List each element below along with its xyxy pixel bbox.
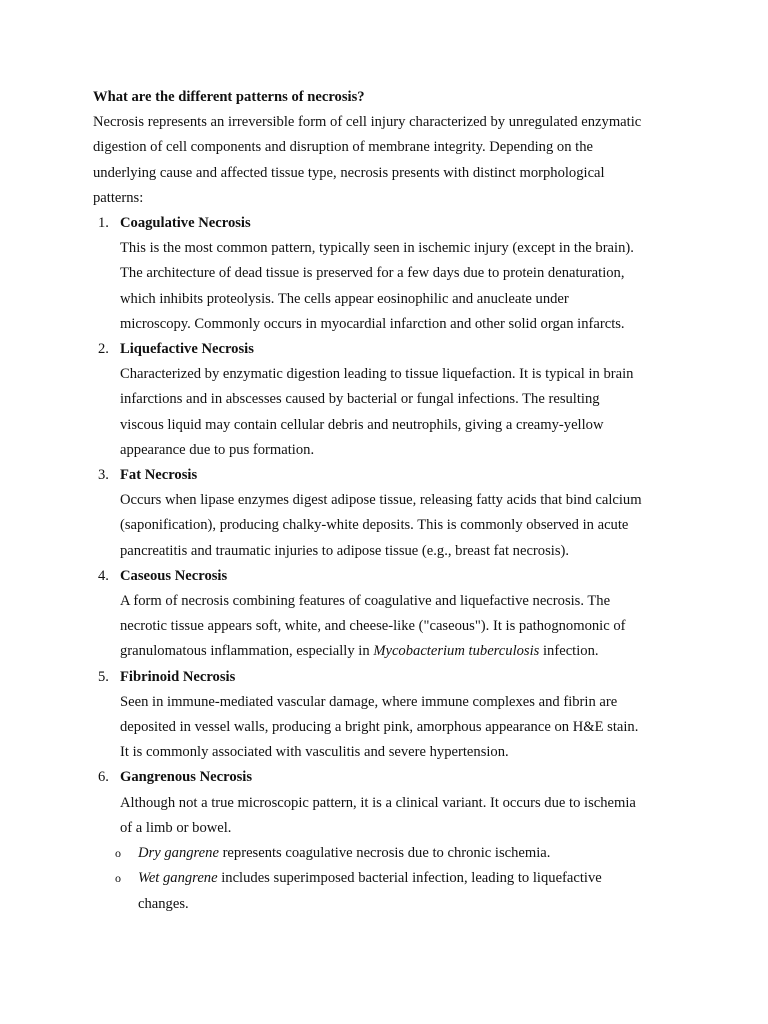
item-text-line: appearance due to pus formation.: [120, 441, 315, 458]
item-text-line: The architecture of dead tissue is preserved for a few days due to protein denaturation,: [120, 265, 625, 282]
item-title: Fibrinoid Necrosis: [120, 668, 236, 685]
intro-line: patterns:: [93, 189, 144, 206]
list-item-fat: [93, 463, 683, 564]
list-number: 2.: [98, 341, 109, 358]
item-text-line: Although not a true microscopic pattern, it is a clinical variant. It occurs due to ischemia: [120, 794, 636, 811]
intro-line: underlying cause and affected tissue type, necrosis presents with distinct morphological: [93, 164, 605, 181]
item-text-line: of a limb or bowel.: [120, 819, 232, 836]
item-text-line: [120, 639, 683, 664]
list-number: 3.: [98, 467, 109, 484]
sub-text-line: changes.: [138, 895, 189, 912]
item-title: Liquefactive Necrosis: [120, 341, 254, 358]
list-number: 5.: [98, 668, 109, 685]
sublist-item-dry: [93, 841, 683, 866]
item-text-line: infarctions and in abscesses caused by bacterial or fungal infections. The resulting: [120, 391, 600, 408]
item-text-line: (saponification), producing chalky-white deposits. This is commonly observed in acute: [120, 517, 629, 534]
item-text-line: deposited in vessel walls, producing a bright pink, amorphous appearance on H&E stain.: [120, 719, 639, 736]
item-text-line: This is the most common pattern, typically seen in ischemic injury (except in the brain).: [120, 240, 634, 257]
document-page: [93, 85, 683, 917]
item-title: Coagulative Necrosis: [120, 215, 251, 232]
text-segment: includes superimposed bacterial infection, leading to liquefactive: [217, 870, 602, 887]
italic-term: Wet gangrene: [138, 870, 218, 887]
document-title: What are the different patterns of necrosis?: [93, 89, 365, 105]
list-item-coagulative: [93, 211, 683, 337]
item-text-line: A form of necrosis combining features of coagulative and liquefactive necrosis. The: [120, 593, 611, 610]
item-text-line: It is commonly associated with vasculitis and severe hypertension.: [120, 744, 509, 761]
list-item-caseous: [93, 564, 683, 665]
item-text-line: which inhibits proteolysis. The cells appear eosinophilic and anucleate under: [120, 290, 569, 307]
italic-term: Mycobacterium tuberculosis: [373, 643, 540, 660]
list-item-gangrenous: [93, 765, 683, 916]
list-item-liquefactive: [93, 337, 683, 463]
necrosis-pattern-list: [93, 211, 683, 917]
item-title: Caseous Necrosis: [120, 567, 228, 584]
item-title: Gangrenous Necrosis: [120, 769, 253, 786]
text-segment: infection.: [539, 643, 599, 660]
item-text-line: microscopy. Commonly occurs in myocardial infarction and other solid organ infarcts.: [120, 315, 625, 332]
intro-line: Necrosis represents an irreversible form of cell injury characterized by unregulated enzymatic: [93, 114, 642, 131]
bullet-icon: o: [115, 871, 121, 886]
italic-term: Dry gangrene: [138, 845, 219, 862]
sublist-item-wet: [93, 866, 683, 916]
text-segment: granulomatous inflammation, especially in: [120, 643, 374, 660]
item-text-line: Occurs when lipase enzymes digest adipose tissue, releasing fatty acids that bind calcium: [120, 492, 642, 509]
list-number: 4.: [98, 567, 109, 584]
text-segment: represents coagulative necrosis due to chronic ischemia.: [218, 845, 551, 862]
intro-line: digestion of cell components and disruption of membrane integrity. Depending on the: [93, 139, 593, 156]
sub-text-line: [138, 866, 683, 891]
item-text-line: viscous liquid may contain cellular debris and neutrophils, giving a creamy-yellow: [120, 416, 604, 433]
gangrene-sublist: [115, 841, 683, 917]
sub-text-line: [138, 841, 683, 866]
list-item-fibrinoid: [93, 665, 683, 766]
bullet-icon: o: [115, 846, 121, 861]
item-text-line: Seen in immune-mediated vascular damage, where immune complexes and fibrin are: [120, 693, 618, 710]
intro-paragraph: [93, 110, 683, 211]
item-title: Fat Necrosis: [120, 467, 198, 484]
list-number: 1.: [98, 215, 109, 232]
list-number: 6.: [98, 769, 109, 786]
item-text-line: necrotic tissue appears soft, white, and cheese-like ("caseous"). It is pathognomonic of: [120, 618, 626, 635]
item-text-line: Characterized by enzymatic digestion leading to tissue liquefaction. It is typical in brain: [120, 366, 634, 383]
item-text-line: pancreatitis and traumatic injuries to adipose tissue (e.g., breast fat necrosis).: [120, 542, 570, 559]
